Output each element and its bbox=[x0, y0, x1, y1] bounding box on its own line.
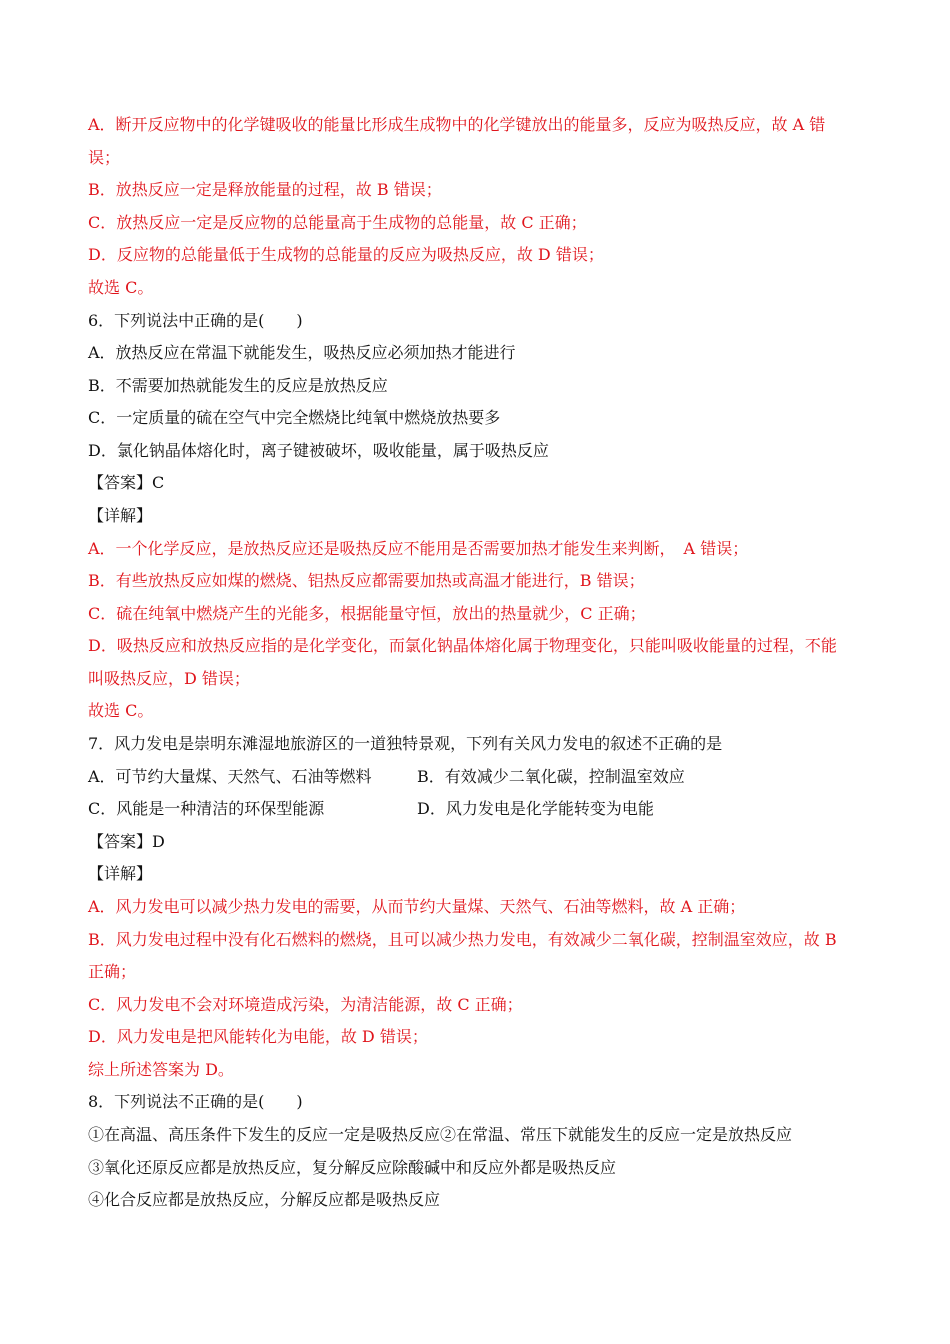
q7-detail-label: 【详解】 bbox=[88, 864, 153, 883]
q6-stem: 6．下列说法中正确的是( ) bbox=[88, 311, 303, 330]
q7-option-b: B．有效减少二氧化碳，控制温室效应 bbox=[417, 767, 685, 786]
q8-stem: 8．下列说法不正确的是( ) bbox=[88, 1092, 303, 1111]
q8-statement-1-2: ①在高温、高压条件下发生的反应一定是吸热反应②在常温、常压下就能发生的反应一定是放热反应 bbox=[88, 1125, 793, 1144]
q6-explanation-d-line1: D．吸热反应和放热反应指的是化学变化，而氯化钠晶体熔化属于物理变化，只能叫吸收能量的过程，不能 bbox=[88, 636, 837, 655]
q6-conclusion: 故选 C。 bbox=[88, 701, 154, 720]
prev-explanation-a-line1: A．断开反应物中的化学键吸收的能量比形成生成物中的化学键放出的能量多，反应为吸热反应，故 A 错 bbox=[88, 115, 826, 134]
q8-statement-3: ③氧化还原反应都是放热反应，复分解反应除酸碱中和反应外都是吸热反应 bbox=[88, 1158, 617, 1177]
q7-explanation-b-line2: 正确； bbox=[88, 962, 137, 981]
q6-explanation-a: A．一个化学反应，是放热反应还是吸热反应不能用是否需要加热才能发生来判断， A 错误； bbox=[88, 539, 749, 558]
q6-explanation-c: C．硫在纯氧中燃烧产生的光能多，根据能量守恒，放出的热量就少，C 正确； bbox=[88, 604, 646, 623]
q8-statement-4: ④化合反应都是放热反应，分解反应都是吸热反应 bbox=[88, 1190, 441, 1209]
prev-explanation-d: D．反应物的总能量低于生成物的总能量的反应为吸热反应，故 D 错误； bbox=[88, 245, 604, 264]
prev-explanation-a-line2: 误； bbox=[88, 148, 121, 167]
q6-option-a: A．放热反应在常温下就能发生，吸热反应必须加热才能进行 bbox=[88, 343, 516, 362]
q6-explanation-b: B．有些放热反应如煤的燃烧、铝热反应都需要加热或高温才能进行，B 错误； bbox=[88, 571, 645, 590]
q7-option-d: D．风力发电是化学能转变为电能 bbox=[417, 799, 654, 818]
q7-conclusion: 综上所述答案为 D。 bbox=[88, 1060, 234, 1079]
q6-detail-label: 【详解】 bbox=[88, 506, 153, 525]
q7-option-c: C．风能是一种清洁的环保型能源 bbox=[88, 799, 325, 818]
q7-explanation-c: C．风力发电不会对环境造成污染，为清洁能源，故 C 正确； bbox=[88, 995, 523, 1014]
prev-conclusion: 故选 C。 bbox=[88, 278, 154, 297]
q6-option-d: D．氯化钠晶体熔化时，离子键被破坏，吸收能量，属于吸热反应 bbox=[88, 441, 549, 460]
q6-option-c: C．一定质量的硫在空气中完全燃烧比纯氧中燃烧放热要多 bbox=[88, 408, 501, 427]
q6-option-b: B．不需要加热就能发生的反应是放热反应 bbox=[88, 376, 388, 395]
q7-explanation-d: D．风力发电是把风能转化为电能，故 D 错误； bbox=[88, 1027, 428, 1046]
q7-option-a: A．可节约大量煤、天然气、石油等燃料 bbox=[88, 767, 372, 786]
q7-explanation-b-line1: B．风力发电过程中没有化石燃料的燃烧，且可以减少热力发电，有效减少二氧化碳，控制温室效应，故 B bbox=[88, 930, 837, 949]
q7-answer: 【答案】D bbox=[88, 832, 165, 851]
q6-answer: 【答案】C bbox=[88, 473, 165, 492]
q7-stem: 7．风力发电是崇明东滩湿地旅游区的一道独特景观，下列有关风力发电的叙述不正确的是 bbox=[88, 734, 723, 753]
prev-explanation-b: B．放热反应一定是释放能量的过程，故 B 错误； bbox=[88, 180, 442, 199]
prev-explanation-c: C．放热反应一定是反应物的总能量高于生成物的总能量，故 C 正确； bbox=[88, 213, 587, 232]
q6-explanation-d-line2: 叫吸热反应，D 错误； bbox=[88, 669, 250, 688]
q7-explanation-a: A．风力发电可以减少热力发电的需要，从而节约大量煤、天然气、石油等燃料，故 A 正确； bbox=[88, 897, 746, 916]
